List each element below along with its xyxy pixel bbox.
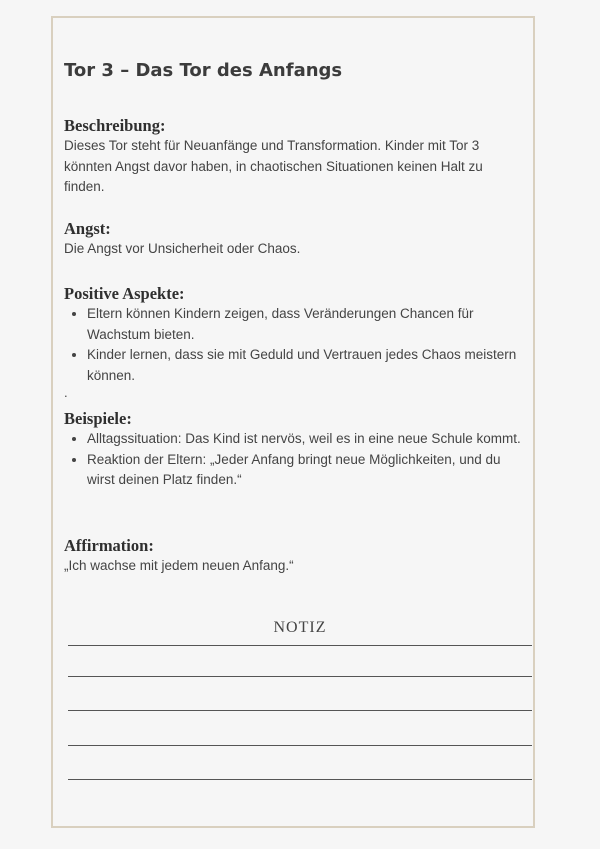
section-affirmation: [64, 536, 526, 577]
note-line: [68, 710, 532, 711]
list-item: • Eltern können Kindern zeigen, dass Veränderungen Chancen für Wachstum bieten.: [87, 304, 526, 345]
note-line: [68, 745, 532, 746]
trailing-dot: .: [64, 385, 68, 400]
section-beschreibung: [64, 116, 526, 198]
angst-heading: Angst:: [64, 219, 111, 238]
section-angst: [64, 219, 526, 260]
note-line: [68, 676, 532, 677]
notiz-title: NOTIZ: [273, 619, 327, 636]
list-item: • Kinder lernen, dass sie mit Geduld und Vertrauen jedes Chaos meistern können.: [87, 345, 526, 386]
list-item: • Alltagssituation: Das Kind ist nervös, weil es in eine neue Schule kommt.: [87, 429, 526, 450]
section-positive-aspekte: [64, 284, 526, 400]
positive-heading: Positive Aspekte:: [64, 284, 185, 303]
positive-list: [64, 304, 526, 386]
beschreibung-text: Dieses Tor steht für Neuanfänge und Transformation. Kinder mit Tor 3 könnten Angst davor haben, in chaotischen Situationen keinen Halt zu finden.: [64, 138, 483, 194]
angst-text: Die Angst vor Unsicherheit oder Chaos.: [64, 241, 301, 256]
affirmation-heading: Affirmation:: [64, 536, 154, 555]
affirmation-text: „Ich wachse mit jedem neuen Anfang.“: [64, 558, 294, 573]
beispiele-heading: Beispiele:: [64, 409, 132, 428]
note-line: [68, 645, 532, 646]
beschreibung-heading: Beschreibung:: [64, 116, 166, 135]
section-beispiele: [64, 409, 526, 491]
beispiele-list: [64, 429, 526, 491]
page-title: Tor 3 – Das Tor des Anfangs: [64, 60, 343, 81]
note-line: [68, 779, 532, 780]
list-item: • Reaktion der Eltern: „Jeder Anfang bringt neue Möglichkeiten, und du wirst deinen Platz finden.“: [87, 450, 526, 491]
